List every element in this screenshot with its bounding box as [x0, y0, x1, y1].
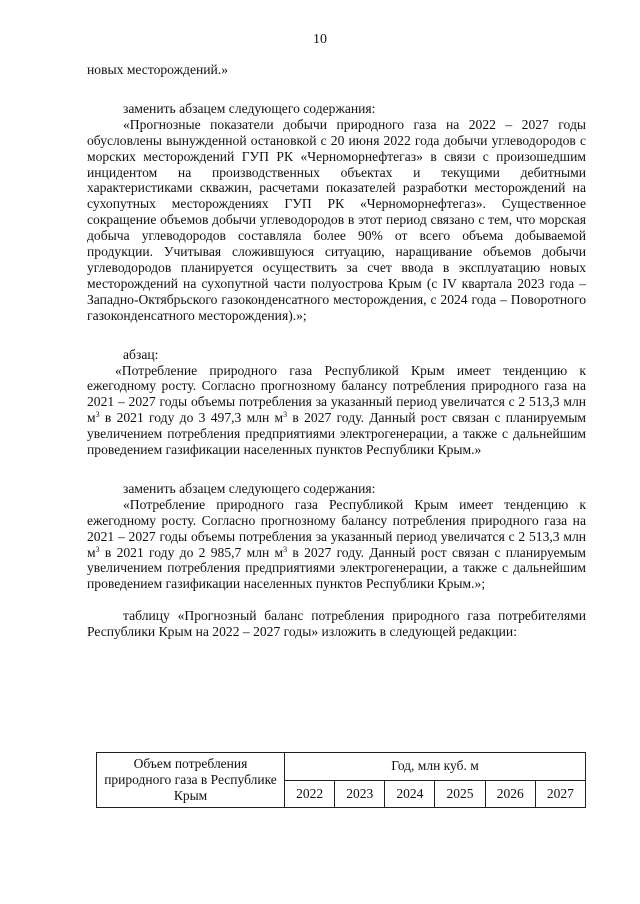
paragraph-table-instruction: таблицу «Прогнозный баланс потребления природного газа потребителями Республики Крым на 2022 – 2027 годы» изложить в следующей редакции:: [87, 608, 586, 640]
paragraph-continuation: новых месторождений.»: [87, 62, 229, 77]
paragraph-consumption-old: «Потребление природного газа Республикой Крым имеет тенденцию к ежегодному росту. Согласно прогнозному балансу потребления природного газа на 2021 – 2027 годы объемы потребления за указанный период увеличатся с 2 513,3 млн $м^3$ в 2021 году до 3 497,3 млн $м^3$ в 2027 году. Данный рост связан с планируемым увеличением потребления предприятиями электрогенерации, а также с дальнейшим проведением газификации населенных пунктов Республики Крым.»: [87, 362, 586, 458]
page-number: 10: [313, 32, 327, 47]
table-year-cell: 2027: [535, 780, 585, 808]
table-row-header: Объем потребления природного газа в Республике Крым: [97, 753, 285, 808]
table-year-cell: 2024: [385, 780, 435, 808]
table-year-cell: 2022: [285, 780, 335, 808]
table-year-cell: 2023: [335, 780, 385, 808]
paragraph-abzac-label: абзац:: [123, 346, 159, 362]
table-year-cell: 2025: [435, 780, 485, 808]
paragraph-production-forecast: «Прогнозные показатели добычи природного газа на 2022 – 2027 годы обусловлены вынужденной остановкой с 20 июня 2022 года добычи углеводородов с морских месторождений ГУП РК «Черноморнефтегаз» в связи с произошедшим инцидентом на производственных объектах и текущими дебитными характеристиками скважин, расчетами показателей разработки месторождений на сухопутных месторождениях ГУП РК «Черноморнефтегаз». Существенное сокращение объемов добычи углеводородов в этот период связано с тем, что морская добыча углеводородов составляла более 90% от всего объема добываемой продукции. Учитывая сложившуюся ситуацию, наращивание объемов добычи углеводородов планируется осуществить за счет ввода в эксплуатацию новых месторождений на сухопутной части полуострова Крым (с IV квартала 2023 года – Западно-Октябрьского газоконденсатного месторождения, с 2024 года – Поворотного газоконденсатного месторождения).»;: [87, 116, 586, 323]
table-year-cell: 2026: [485, 780, 535, 808]
paragraph-replace-instruction-2: заменить абзацем следующего содержания:: [123, 480, 376, 496]
document-body: [87, 62, 586, 640]
paragraph-replace-instruction-1: заменить абзацем следующего содержания:: [123, 100, 376, 116]
paragraph-consumption-new: «Потребление природного газа Республикой Крым имеет тенденцию к ежегодному росту. Согласно прогнозному балансу потребления природного газа на 2021 – 2027 годы объемы потребления за указанный период увеличатся с 2 513,3 млн $м^3$ в 2021 году до 2 985,7 млн $м^3$ в 2027 году. Данный рост связан с планируемым увеличением потребления предприятиями электрогенерации, а также с дальнейшим проведением газификации населенных пунктов Республики Крым.»;: [87, 496, 586, 592]
gas-balance-table: [96, 752, 586, 808]
table-header-row: [97, 753, 586, 781]
table-year-header: Год, млн куб. м: [285, 753, 586, 781]
